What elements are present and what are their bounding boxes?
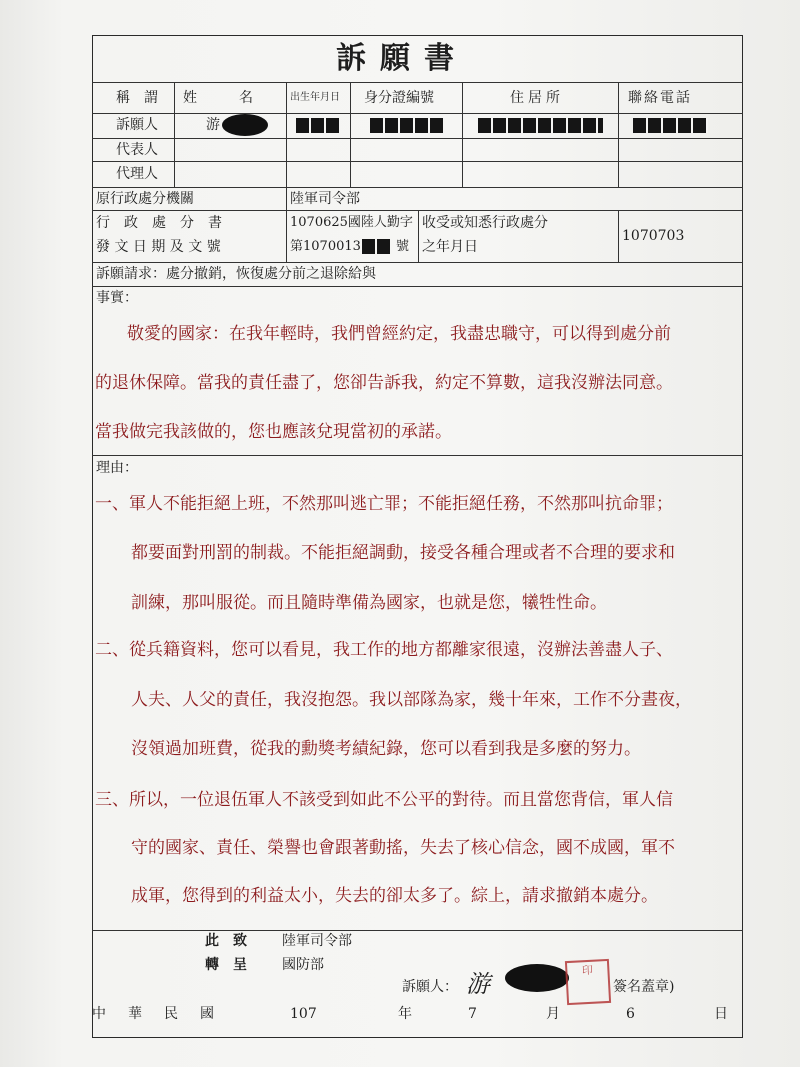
facts-label: 事實： — [96, 290, 138, 306]
grid-line — [286, 82, 287, 262]
reason-line: 訓練，那叫服從。而且隨時準備為國家，也就是您，犧牲性命。 — [131, 593, 607, 613]
received-date-value: 1070703 — [622, 228, 685, 244]
authority-label: 原行政處分機關 — [96, 191, 194, 207]
id-redaction — [370, 118, 445, 133]
handwritten-signature: 游 — [466, 970, 490, 998]
date-month-label: 月 — [546, 1006, 560, 1022]
reason-line: 一、軍人不能拒絕上班，不然那叫逃亡罪；不能拒絕任務，不然那叫抗命罪； — [95, 494, 673, 514]
reason-line: 成軍，您得到的利益太小，失去的卻太多了。綜上，請求撤銷本處分。 — [131, 886, 658, 906]
doc-label-line1: 行 政 處 分 書 — [96, 215, 222, 231]
date-era: 中 華 民 國 — [92, 1006, 218, 1022]
grid-line — [462, 82, 463, 187]
grid-line — [92, 113, 743, 114]
grid-line — [618, 210, 619, 262]
authority-value: 陸軍司令部 — [290, 191, 360, 207]
grid-line — [418, 210, 419, 262]
grid-line — [92, 286, 743, 287]
doc-number-redaction — [362, 239, 392, 254]
received-label-line2: 之年月日 — [422, 239, 478, 255]
facts-line: 敬愛的國家：在我年輕時，我們曾經約定，我盡忠職守，可以得到處分前 — [127, 324, 671, 344]
header-name: 姓 名 — [183, 90, 253, 106]
signer-label: 訴願人： — [402, 979, 458, 995]
birthdate-redaction — [296, 118, 341, 133]
reason-line: 二、從兵籍資料，您可以看見，我工作的地方都離家很遠，沒辦法善盡人子、 — [95, 640, 673, 660]
date-month: 7 — [468, 1006, 477, 1022]
petitioner-name: 游 — [206, 117, 220, 133]
header-address: 住居所 — [510, 90, 564, 106]
request-label: 訴願請求： — [96, 266, 166, 282]
personal-seal-stamp: 印 — [565, 959, 611, 1005]
date-day: 6 — [626, 1006, 635, 1022]
addressee-prefix: 此 致 — [205, 933, 247, 949]
grid-line — [618, 82, 619, 187]
reasons-label: 理由： — [96, 460, 138, 476]
form-title: 訴願書 — [336, 41, 468, 76]
facts-line: 的退休保障。當我的責任盡了，您卻告訴我，約定不算數，這我沒辦法同意。 — [95, 373, 673, 393]
grid-line — [92, 82, 743, 83]
signature-redaction — [505, 964, 569, 992]
date-year-label: 年 — [398, 1006, 412, 1022]
grid-line — [92, 262, 743, 263]
facts-line: 當我做完我該做的，您也應該兌現當初的承諾。 — [95, 422, 452, 442]
request-value: 處分撤銷，恢復處分前之退除給與 — [166, 266, 376, 282]
reason-line: 人夫、人父的責任，我沒抱怨。我以部隊為家，幾十年來，工作不分晝夜， — [131, 690, 692, 710]
forward-prefix: 轉 呈 — [205, 957, 247, 973]
grid-line — [92, 930, 743, 931]
representative-label: 代表人 — [116, 142, 158, 158]
addressee-value: 陸軍司令部 — [282, 933, 352, 949]
grid-line — [174, 82, 175, 187]
name-redaction — [222, 114, 268, 136]
doc-number-suffix: 號 — [396, 239, 410, 254]
sign-note: 簽名蓋章) — [613, 979, 675, 995]
doc-number-line2: 第1070013 — [290, 239, 361, 254]
petitioner-label: 訴願人 — [116, 117, 158, 133]
grid-line — [92, 161, 743, 162]
doc-number-line1: 1070625國陸人勤字 — [290, 215, 413, 230]
reason-line: 都要面對刑罰的制裁。不能拒絕調動，接受各種合理或者不合理的要求和 — [131, 543, 675, 563]
doc-label-line2: 發 文 日 期 及 文 號 — [96, 239, 221, 255]
agent-label: 代理人 — [116, 166, 158, 182]
header-id-number: 身分證編號 — [364, 90, 434, 106]
reason-line: 三、所以，一位退伍軍人不該受到如此不公平的對待。而且當您背信，軍人信 — [95, 790, 673, 810]
forward-value: 國防部 — [282, 957, 324, 973]
grid-line — [92, 455, 743, 456]
date-year: 107 — [290, 1006, 317, 1022]
received-label-line1: 收受或知悉行政處分 — [422, 215, 548, 231]
reason-line: 守的國家、責任、榮譽也會跟著動搖，失去了核心信念，國不成國，軍不 — [131, 838, 675, 858]
header-phone: 聯絡電話 — [628, 90, 692, 106]
phone-redaction — [633, 118, 708, 133]
date-day-label: 日 — [714, 1006, 728, 1022]
grid-line — [92, 187, 743, 188]
grid-line — [92, 138, 743, 139]
address-redaction — [478, 118, 603, 133]
reason-line: 沒領過加班費，從我的勳獎考績紀錄，您可以看到我是多麼的努力。 — [131, 739, 641, 759]
header-birthdate: 出生年月日 — [290, 92, 340, 103]
grid-line — [350, 82, 351, 187]
header-role: 稱 謂 — [116, 90, 158, 106]
